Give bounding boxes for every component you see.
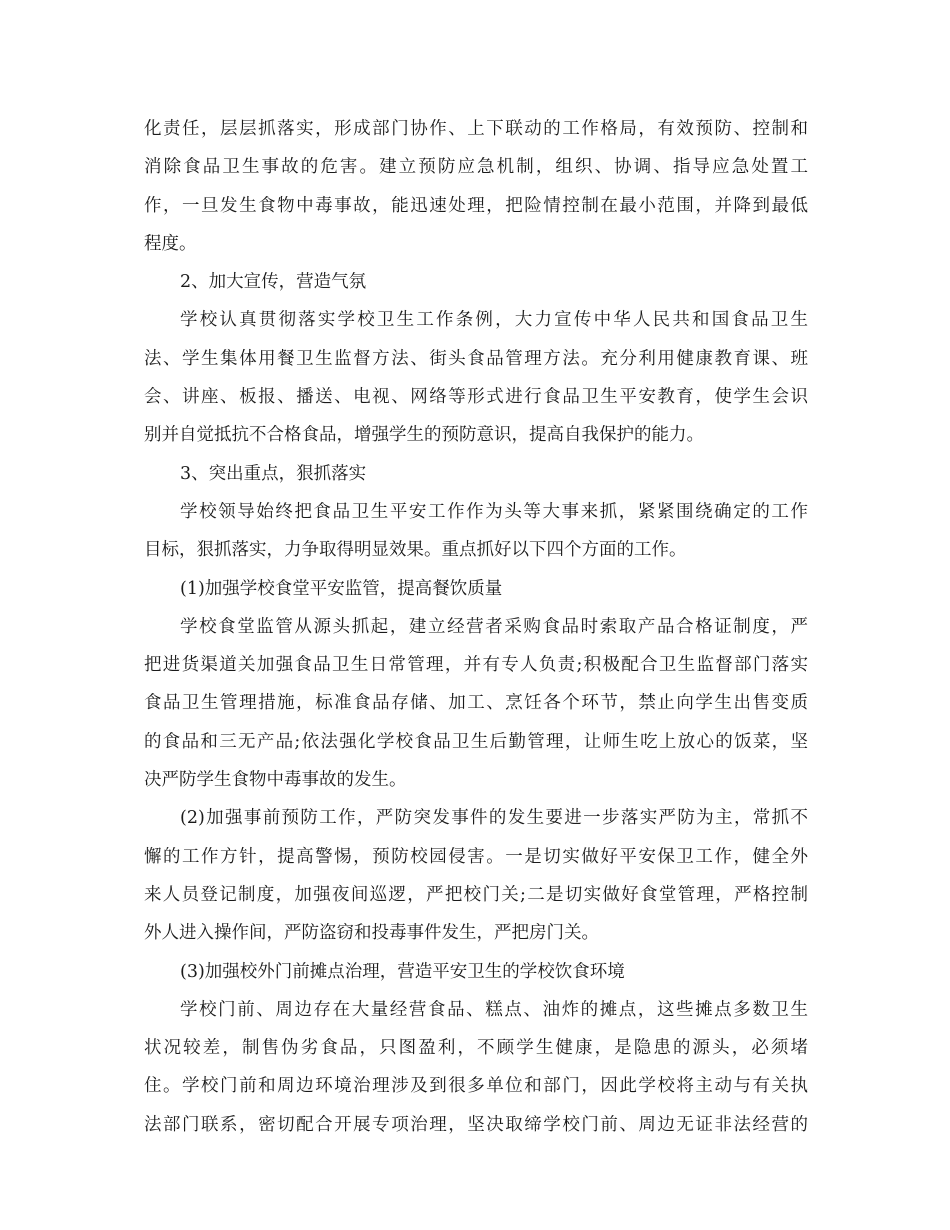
- text-line: 会、讲座、板报、播送、电视、网络等形式进行食品卫生平安教育，使学生会识: [144, 387, 808, 408]
- text-line: (2)加强事前预防工作，严防突发事件的发生要进一步落实严防为主，常抓不: [180, 808, 808, 829]
- text-line: 学校领导始终把食品卫生平安工作作为头等大事来抓，紧紧围绕确定的工作: [180, 501, 808, 522]
- text-line: 懈的工作方针，提高警惕，预防校园侵害。一是切实做好平安保卫工作，健全外: [144, 846, 808, 867]
- text-line: 状况较差，制售伪劣食品，只图盈利，不顾学生健康，是隐患的源头，必须堵: [144, 1038, 808, 1059]
- text-line: 外人进入操作间，严防盗窃和投毒事件发生，严把房门关。: [144, 923, 599, 944]
- text-line: 决严防学生食物中毒事故的发生。: [144, 770, 407, 791]
- subsection-heading: (3)加强校外门前摊点治理，营造平安卫生的学校饮食环境: [180, 961, 625, 982]
- text-line: 程度。: [144, 233, 197, 254]
- text-line: 学校门前、周边存在大量经营食品、糕点、油炸的摊点，这些摊点多数卫生: [180, 999, 808, 1020]
- text-line: 住。学校门前和周边环境治理涉及到很多单位和部门，因此学校将主动与有关执: [144, 1076, 808, 1097]
- text-line: 化责任，层层抓落实，形成部门协作、上下联动的工作格局，有效预防、控制和: [144, 119, 808, 139]
- text-line: 消除食品卫生事故的危害。建立预防应急机制，组织、协调、指导应急处置工: [144, 157, 808, 178]
- text-line: 别并自觉抵抗不合格食品，增强学生的预防意识，提高自我保护的能力。: [144, 425, 704, 446]
- text-line: 食品卫生管理措施，标准食品存储、加工、烹饪各个环节，禁止向学生出售变质: [144, 693, 808, 714]
- text-line: 来人员登记制度，加强夜间巡逻，严把校门关;二是切实做好食堂管理，严格控制: [144, 884, 808, 905]
- text-line: 把进货渠道关加强食品卫生日常管理，并有专人负责;积极配合卫生监督部门落实: [144, 655, 808, 676]
- text-line: 法、学生集体用餐卫生监督方法、街头食品管理方法。充分利用健康教育课、班: [144, 348, 808, 369]
- text-line: 法部门联系，密切配合开展专项治理，坚决取缔学校门前、周边无证非法经营的: [144, 1114, 808, 1135]
- text-line: 目标，狠抓落实，力争取得明显效果。重点抓好以下四个方面的工作。: [144, 540, 687, 561]
- text-line: 的食品和三无产品;依法强化学校食品卫生后勤管理，让师生吃上放心的饭菜，坚: [144, 731, 808, 752]
- section-heading: 3、突出重点，狠抓落实: [180, 463, 367, 484]
- text-line: 作，一旦发生食物中毒事故，能迅速处理，把险情控制在最小范围，并降到最低: [144, 195, 808, 216]
- document-body: [144, 110, 808, 1144]
- subsection-heading: (1)加强学校食堂平安监管，提高餐饮质量: [180, 578, 503, 599]
- text-line: 学校食堂监管从源头抓起，建立经营者采购食品时索取产品合格证制度，严: [180, 616, 808, 637]
- text-line: 学校认真贯彻落实学校卫生工作条例，大力宣传中华人民共和国食品卫生: [180, 310, 808, 331]
- section-heading: 2、加大宣传，营造气氛: [180, 272, 367, 293]
